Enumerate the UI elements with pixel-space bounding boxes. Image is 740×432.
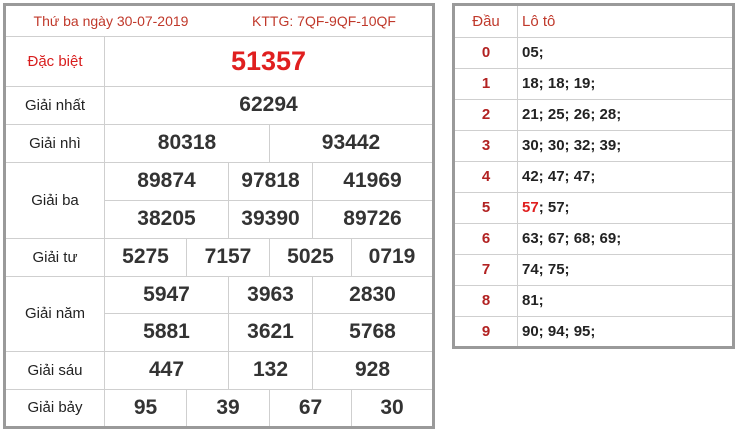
fourth-prize-number: 7157 xyxy=(204,245,252,268)
loto-values: 81; xyxy=(522,292,544,309)
loto-values-column-header: Lô tô xyxy=(522,13,556,30)
label-third: Giải ba xyxy=(31,191,79,209)
loto-head-digit: 6 xyxy=(481,230,491,247)
loto-values: 18; 18; 19; xyxy=(522,75,596,92)
loto-head-digit: 3 xyxy=(481,137,491,154)
loto-head-digit: 5 xyxy=(481,199,491,216)
loto-head-digit: 7 xyxy=(481,261,491,278)
second-prize-number: 80318 xyxy=(157,131,217,154)
label-fourth: Giải tư xyxy=(32,248,78,266)
loto-head-digit: 1 xyxy=(481,75,491,92)
fourth-prize-number: 5275 xyxy=(122,245,169,268)
loto-values: 30; 30; 32; 39; xyxy=(522,137,622,154)
label-first: Giải nhất xyxy=(24,96,86,114)
loto-values: 21; 25; 26; 28; xyxy=(522,106,622,123)
loto-values: 74; 75; xyxy=(522,261,570,278)
loto-head-digit: 0 xyxy=(481,44,491,61)
third-prize-number: 97818 xyxy=(241,169,300,192)
seventh-prize-number: 39 xyxy=(216,395,240,419)
fifth-prize-number: 5881 xyxy=(143,320,190,343)
seventh-prize-number: 95 xyxy=(133,395,158,419)
loto-hit-number: 57 xyxy=(522,199,539,216)
third-prize-number: 89874 xyxy=(137,169,196,192)
loto-values: 42; 47; 47; xyxy=(522,168,596,185)
fifth-prize-number: 5947 xyxy=(143,282,190,306)
loto-head-digit: 2 xyxy=(481,106,491,123)
sixth-prize-number: 928 xyxy=(354,358,391,381)
special-prize-number: 51357 xyxy=(230,45,307,76)
loto-values xyxy=(518,192,732,223)
fourth-prize-number: 5025 xyxy=(287,245,334,268)
first-prize-number: 62294 xyxy=(239,93,298,116)
third-prize-number: 89726 xyxy=(343,207,402,230)
loto-values: 63; 67; 68; 69; xyxy=(522,230,622,247)
loto-table xyxy=(452,3,735,349)
loto-values: 05; xyxy=(522,44,544,61)
seventh-prize-number: 30 xyxy=(380,395,404,419)
label-sixth: Giải sáu xyxy=(27,361,83,379)
loto-head-digit: 8 xyxy=(481,292,491,309)
loto-values: 90; 94; 95; xyxy=(522,323,596,340)
third-prize-number: 38205 xyxy=(137,207,196,230)
fifth-prize-number: 3963 xyxy=(247,282,294,306)
fifth-prize-number: 5768 xyxy=(349,320,396,343)
loto-head-digit: 4 xyxy=(481,168,491,185)
fifth-prize-number: 3621 xyxy=(247,320,294,343)
sixth-prize-number: 132 xyxy=(252,358,289,381)
loto-values-text: ; 57; xyxy=(538,199,570,216)
second-prize-number: 93442 xyxy=(321,131,381,154)
loto-head-column-header: Đầu xyxy=(472,13,500,30)
seventh-prize-number: 67 xyxy=(298,395,323,419)
label-second: Giải nhì xyxy=(29,134,81,152)
label-special: Đặc biệt xyxy=(27,52,83,70)
sixth-prize-number: 447 xyxy=(148,358,185,381)
label-fifth: Giải năm xyxy=(24,305,86,322)
third-prize-number: 41969 xyxy=(343,169,402,192)
third-prize-number: 39390 xyxy=(241,207,300,230)
draw-date: Thứ ba ngày 30-07-2019 xyxy=(33,13,189,29)
fifth-prize-number: 2830 xyxy=(349,282,396,306)
fourth-prize-number: 0719 xyxy=(368,245,416,268)
kttg-code: KTTG: 7QF-9QF-10QF xyxy=(252,13,396,29)
results-table xyxy=(3,3,435,429)
loto-head-digit: 9 xyxy=(481,323,491,340)
label-seventh: Giải bảy xyxy=(27,399,83,416)
